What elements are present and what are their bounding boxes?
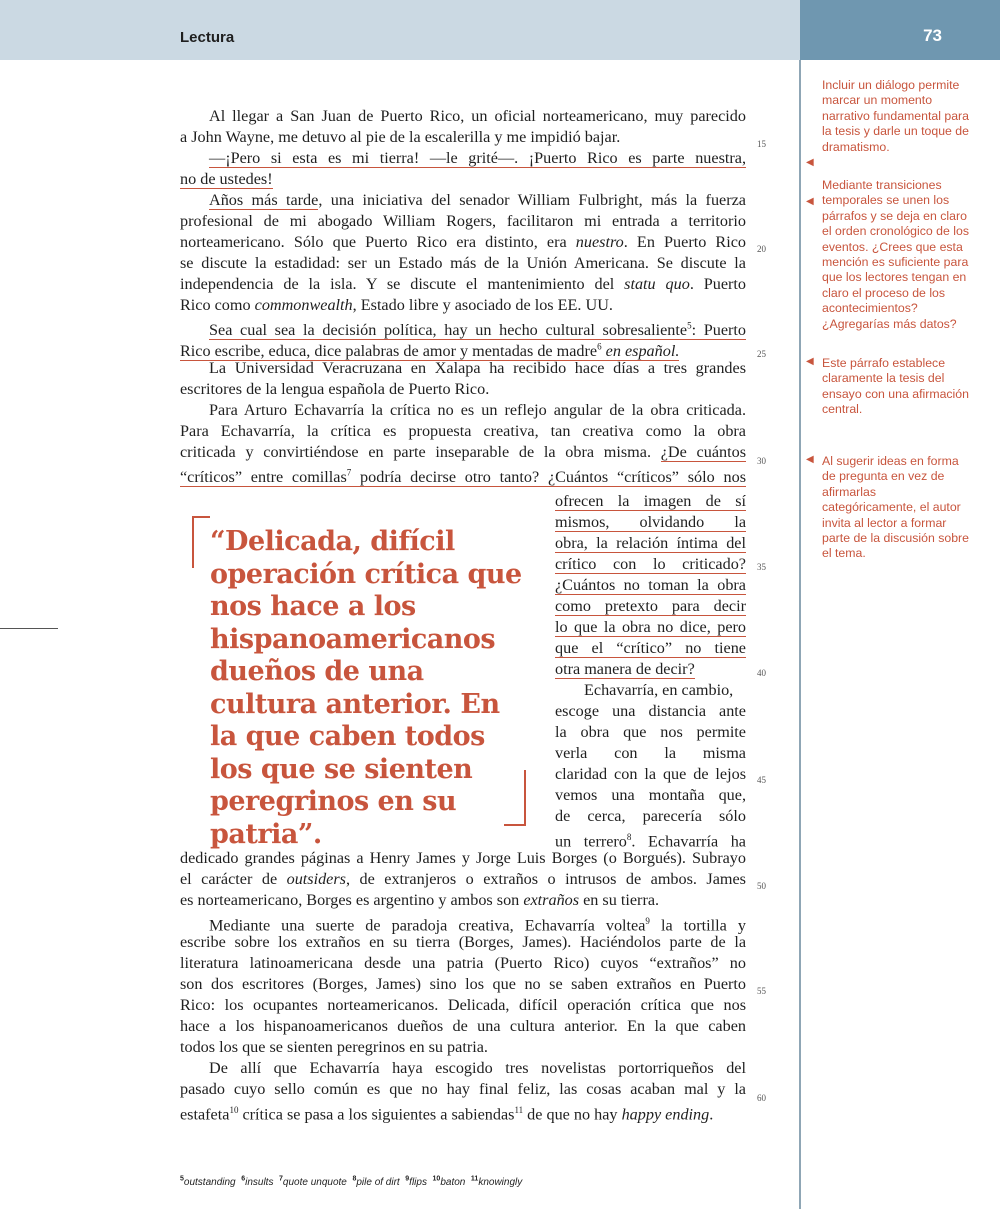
side-note: Mediante transiciones temporales se unen los párrafos y se deja en claro el orden cronológico de los eventos. ¿Crees que esta mención es suficiente para que los lectores tengan en claro el proceso de los acontecimientos? ¿Agregarías más datos?: [822, 178, 969, 331]
text-line: [180, 295, 746, 316]
text-line: claridad con la que de lejos: [555, 765, 746, 783]
margin-rule: [0, 628, 58, 629]
footnote-text: quote unquote: [282, 1177, 347, 1189]
underlined-question: [180, 468, 746, 487]
footnote-ref: 6: [597, 342, 602, 352]
triangle-left-icon: ◀: [806, 356, 814, 367]
text-line: [555, 491, 746, 512]
italic-run: statu quo: [624, 275, 690, 293]
italic-run: happy ending: [621, 1105, 710, 1124]
text-run: es norteamericano, Borges es argentino y ambos son: [180, 891, 524, 909]
text-line: [180, 890, 746, 911]
italic-run: commonwealth: [254, 296, 353, 314]
footnote-text: flips: [409, 1177, 427, 1189]
text-line: [555, 827, 746, 851]
text-line: [180, 337, 746, 361]
text-run: Mediante una suerte de paradoja creativa, Echavarría voltea: [209, 916, 646, 935]
footnote-number: 7: [279, 1176, 283, 1183]
footnote-ref: 11: [514, 1105, 524, 1115]
text-line: [180, 463, 746, 487]
triangle-left-icon: ◀: [806, 157, 814, 168]
text-run: de que no hay: [523, 1105, 622, 1124]
header-bar: [0, 0, 800, 60]
text-line: Para Echavarría, la crítica es propuesta creativa, tan creativa como la obra: [180, 422, 746, 440]
footnote: [471, 1177, 522, 1188]
text-run: la tortilla y: [649, 916, 746, 935]
underlined-question: obra, la relación íntima del: [555, 534, 746, 552]
text-run: crítica se pasa a los siguientes a sabiendas: [238, 1105, 515, 1124]
line-number: 15: [757, 139, 766, 149]
underlined-transition: Años más tarde: [209, 191, 319, 209]
underlined-question: otra manera de decir?: [555, 660, 695, 678]
text-run: un terrero: [555, 832, 627, 851]
text-line: De allí que Echavarría haya escogido tres novelistas portorriqueños del: [209, 1059, 746, 1077]
footnote-ref: 5: [687, 321, 692, 331]
text-line: [180, 169, 746, 190]
footnote-text: outstanding: [183, 1177, 236, 1189]
text-line: [555, 617, 746, 638]
text-line: [180, 911, 746, 935]
line-number: 35: [757, 562, 766, 572]
underlined-question: que el “crítico” no tiene: [555, 639, 746, 657]
text-run: norteamericano. Sólo que Puerto Rico era distinto, era: [180, 233, 576, 251]
footnote-text: baton: [440, 1177, 466, 1189]
footnote-number: 11: [470, 1176, 479, 1183]
footnote: [405, 1177, 427, 1188]
footnote-ref: 9: [645, 916, 650, 926]
text-line: [555, 533, 746, 554]
text-line: pasado cuyo sello común es que no hay final feliz, las cosas acaban mal y la: [180, 1080, 746, 1098]
text-line: [555, 659, 746, 680]
text-run: .: [709, 1105, 714, 1124]
text-line: [180, 148, 746, 169]
triangle-left-icon: ◀: [806, 454, 814, 465]
line-number: 50: [757, 881, 766, 891]
text-line: [180, 274, 746, 295]
text-line: son dos escritores (Borges, James) sino los que no se saben extraños en Puerto: [180, 975, 746, 993]
footnote-ref: 8: [626, 832, 632, 842]
text-line: escoge una distancia ante: [555, 702, 746, 720]
text-run: Rico escribe, educa, dice palabras de amor y mentadas de madre: [180, 342, 598, 361]
line-number: 25: [757, 349, 766, 359]
side-note: Al sugerir ideas en forma de pregunta en vez de afirmarlas categóricamente, el autor invita al lector a formar parte de la discusión sobre el tema.: [822, 454, 969, 561]
body-text-bottom: [180, 848, 746, 1124]
text-line: [180, 190, 746, 211]
italic-run: outsiders: [286, 870, 346, 888]
underlined-question: como pretexto para decir: [555, 597, 746, 615]
line-number: 45: [757, 775, 766, 785]
page-number: 73: [923, 26, 942, 45]
underlined-question: crítico con lo criticado?: [555, 555, 746, 573]
underlined-dialogue: no de ustedes!: [180, 170, 273, 188]
text-line: Al llegar a San Juan de Puerto Rico, un oficial norteamericano, muy parecido: [209, 107, 746, 125]
pull-quote-text: “Delicada, difícil operación crítica que nos hace a los hispanoamericanos dueños de una cultura anterior. En la que caben todos los que se sienten peregrinos en su patria”.: [210, 526, 522, 850]
footnote: [433, 1177, 466, 1188]
text-line: [555, 554, 746, 575]
text-line: [555, 638, 746, 659]
text-run: criticada y convirtiéndose en parte inseparable de la obra misma.: [180, 443, 661, 461]
text-line: Para Arturo Echavarría la crítica no es un reflejo angular de la obra criticada.: [209, 401, 746, 419]
text-run: independencia de la isla. Y se discute el mantenimiento del: [180, 275, 625, 293]
text-run: , Estado libre y asociado de los EE. UU.: [352, 296, 613, 314]
footnote-ref: 7: [346, 468, 352, 478]
text-run: podría decirse otro tanto? ¿Cuántos “críticos” sólo nos: [351, 468, 746, 487]
footnote-number: 8: [352, 1176, 357, 1183]
text-line: verla con la misma: [555, 744, 746, 762]
text-line: hace a los hispanoamericanos dueños de una cultura anterior. En la que caben: [180, 1017, 746, 1035]
triangle-left-icon: ◀: [806, 196, 814, 207]
footnote-text: insults: [245, 1177, 274, 1189]
footnote: [241, 1177, 273, 1188]
text-line: todos los que se sienten peregrinos en su patria.: [180, 1038, 488, 1056]
pull-quote-box: [192, 516, 526, 850]
body-text-top: [180, 106, 747, 487]
text-run: : Puerto: [691, 321, 746, 340]
text-line: literatura latinoamericana desde una patria (Puerto Rico) cuyos “extraños” no: [180, 954, 746, 972]
footnote: [352, 1177, 399, 1188]
underlined-question: ¿De cuántos: [660, 443, 746, 461]
footnotes: [180, 1176, 522, 1188]
footnote-number: 10: [432, 1176, 441, 1183]
text-run: “críticos” entre comillas: [180, 468, 347, 487]
underlined-question: lo que la obra no dice, pero: [555, 618, 746, 636]
text-line: escribe sobre los extraños en su tierra (Borges, James). Haciéndolos parte de la: [180, 933, 746, 951]
italic-run: nuestro: [575, 233, 624, 251]
text-line: Rico: los ocupantes norteamericanos. Delicada, difícil operación crítica que nos: [180, 996, 746, 1014]
footnote-number: 6: [241, 1176, 246, 1183]
underlined-question: ofrecen la imagen de sí: [555, 492, 746, 510]
underlined-dialogue: —¡Pero si esta es mi tierra! —le grité—. ¡Puerto Rico es parte nuestra,: [209, 149, 746, 167]
line-number: 40: [757, 668, 766, 678]
page-number-box: [800, 0, 1000, 60]
text-line: La Universidad Veracruzana en Xalapa ha recibido hace días a tres grandes: [209, 359, 746, 377]
side-note: Incluir un diálogo permite marcar un momento narrativo fundamental para la tesis y darle un toque de dramatismo.: [822, 78, 969, 154]
text-line: [180, 316, 746, 340]
underlined-question: mismos, olvidando la: [555, 513, 746, 531]
quote-bracket-top: [192, 516, 194, 568]
text-line: [555, 512, 746, 533]
text-line: vemos una montaña que,: [555, 786, 746, 804]
line-number: 20: [757, 244, 766, 254]
section-title: Lectura: [180, 29, 235, 46]
line-number: 30: [757, 456, 766, 466]
footnote-number: 9: [405, 1176, 410, 1183]
line-number: 60: [757, 1093, 766, 1103]
side-note: Este párrafo establece claramente la tesis del ensayo con una afirmación central.: [822, 356, 969, 417]
text-line: de cerca, parecería sólo: [555, 807, 746, 825]
footnote-text: knowingly: [478, 1177, 523, 1189]
footnote-ref: 10: [229, 1105, 239, 1115]
italic-run: en español.: [601, 342, 680, 361]
text-line: la obra que nos permite: [555, 723, 746, 741]
text-line: [555, 575, 746, 596]
text-line: dedicado grandes páginas a Henry James y Jorge Luis Borges (o Borgués). Subrayo: [180, 849, 746, 867]
text-run: el carácter de: [180, 870, 287, 888]
footnote: [180, 1177, 236, 1188]
text-line: escritores de la lengua española de Puerto Rico.: [180, 380, 490, 398]
text-line: [180, 1100, 746, 1124]
text-run: . En Puerto Rico: [623, 233, 746, 251]
text-line: [555, 596, 746, 617]
text-run: , de extranjeros o extraños o intrusos de ambos. James: [345, 870, 746, 888]
text-line: [180, 232, 746, 253]
text-line: [180, 869, 746, 890]
text-run: . Echavarría ha: [631, 832, 746, 851]
text-run: , una iniciativa del senador William Fulbright, más la fuerza: [318, 191, 746, 209]
sidebar-divider: [799, 60, 801, 1209]
text-run: en su tierra.: [579, 891, 660, 909]
text-run: estafeta: [180, 1105, 230, 1124]
italic-run: extraños: [523, 891, 580, 909]
body-text-narrow: [555, 491, 746, 851]
text-line: Echavarría, en cambio,: [584, 681, 734, 699]
underlined-question: ¿Cuántos no toman la obra: [555, 576, 746, 594]
footnote-number: 5: [180, 1176, 184, 1183]
text-run: . Puerto: [689, 275, 747, 293]
line-number: 55: [757, 986, 766, 996]
text-run: Rico como: [180, 296, 255, 314]
text-line: a John Wayne, me detuvo al pie de la escalerilla y me impidió bajar.: [180, 128, 621, 146]
quote-bracket-top: [192, 516, 210, 518]
text-line: [180, 442, 746, 463]
footnote-text: pile of dirt: [356, 1177, 400, 1189]
text-run: Sea cual sea la decisión política, hay un hecho cultural sobresaliente: [209, 321, 688, 340]
text-line: se discute la estadidad: ser un Estado más de la Unión Americana. Se discute la: [180, 254, 746, 272]
footnote: [279, 1177, 347, 1188]
text-line: profesional de mi abogado William Rogers, facilitaron mi entrada a territorio: [180, 212, 746, 230]
